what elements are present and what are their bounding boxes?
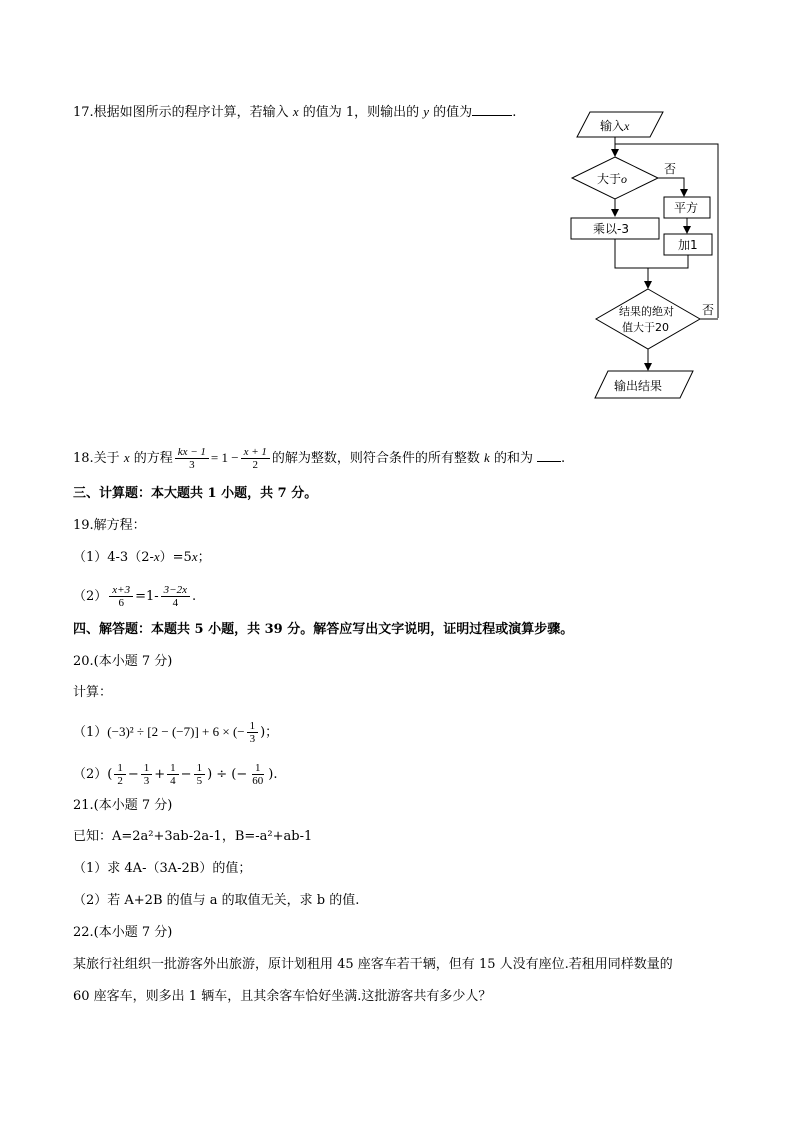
decision2-line1: 结果的绝对 xyxy=(619,305,674,318)
fraction: $\frac{kx - 1}{3}$ xyxy=(175,446,209,471)
program-flowchart xyxy=(560,100,730,405)
fraction: $\frac{3-2x}{4}$ xyxy=(161,584,190,609)
no-label-2: 否 xyxy=(702,303,715,317)
question-19-part-2: （2） $\frac{x+3}{6}$ =1- $\frac{3-2x}{4}$ . xyxy=(73,584,197,609)
fraction: $\frac{1}{4}$ xyxy=(167,762,179,787)
decision1-label: 大于o xyxy=(597,172,628,186)
no-label-1: 否 xyxy=(664,162,677,176)
section-4-heading: 四、解答题：本题共 5 小题，共 39 分。解答应写出文字说明，证明过程或演算步骤。 xyxy=(73,622,574,637)
answer-blank xyxy=(537,461,561,462)
question-20-title: 20.(本小题 7 分) xyxy=(73,654,173,669)
question-22-line-1: 某旅行社组织一批游客外出旅游，原计划租用 45 座客车若干辆，但有 15 人没有座位.若租用同样数量的 xyxy=(73,957,673,972)
question-22-line-2: 60 座客车，则多出 1 辆车，且其余客车恰好坐满.这批游客共有多少人？ xyxy=(73,989,492,1004)
fraction: $\frac{1}{2}$ xyxy=(114,762,126,787)
question-17: 17.根据如图所示的程序计算，若输入 x 的值为 1，则输出的 y 的值为 . xyxy=(73,104,517,120)
fraction: $\frac{x+3}{6}$ xyxy=(109,584,133,609)
decision2-line2: 值大于20 xyxy=(622,321,669,334)
question-21-part-2: （2）若 A+2B 的值与 a 的取值无关，求 b 的值. xyxy=(73,893,360,908)
fraction: $\frac{x + 1}{2}$ xyxy=(241,446,270,471)
question-20-part-2: （2）( $\frac{1}{2}$ − $\frac{1}{3}$ + $\frac{1}{4}$ − $\frac{1}{5}$ ) ÷ (− $\frac{1}{60}$ ). xyxy=(73,762,278,787)
question-18: 18.关于 x 的方程 $\frac{kx - 1}{3}$ = 1 − $\frac{x + 1}{2}$ 的解为整数，则符合条件的所有整数 k 的和为 . xyxy=(73,446,566,471)
question-19-title: 19.解方程： xyxy=(73,518,146,533)
square-label: 平方 xyxy=(674,201,699,215)
section-3-heading: 三、计算题：本大题共 1 小题，共 7 分。 xyxy=(73,486,318,501)
fraction: $\frac{1}{3}$ xyxy=(247,720,259,745)
decision-abs-greater-than-20 xyxy=(596,289,700,349)
question-21-part-1: （1）求 4A-（3A-2B）的值； xyxy=(73,861,252,876)
question-20-part-1: （1）(−3)² ÷ [2 − (−7)] + 6 × (− $\frac{1}{3}$ )； xyxy=(73,720,279,745)
question-19-part-1: （1）4-3（2-x）=5x； xyxy=(73,549,211,565)
multiply-label: 乘以-3 xyxy=(593,222,629,236)
question-21-title: 21.(本小题 7 分) xyxy=(73,798,173,813)
question-21-given: 已知：A=2a²+3ab-2a-1，B=-a²+ab-1 xyxy=(73,829,313,844)
fraction: $\frac{1}{60}$ xyxy=(252,762,264,787)
add-label: 加1 xyxy=(678,238,698,252)
output-label: 输出结果 xyxy=(614,379,663,393)
question-20-intro: 计算： xyxy=(73,685,113,700)
question-22-title: 22.(本小题 7 分) xyxy=(73,925,173,940)
fraction: $\frac{1}{5}$ xyxy=(194,762,206,787)
answer-blank xyxy=(472,115,512,116)
fraction: $\frac{1}{3}$ xyxy=(141,762,153,787)
input-label: 输入x xyxy=(600,119,630,133)
